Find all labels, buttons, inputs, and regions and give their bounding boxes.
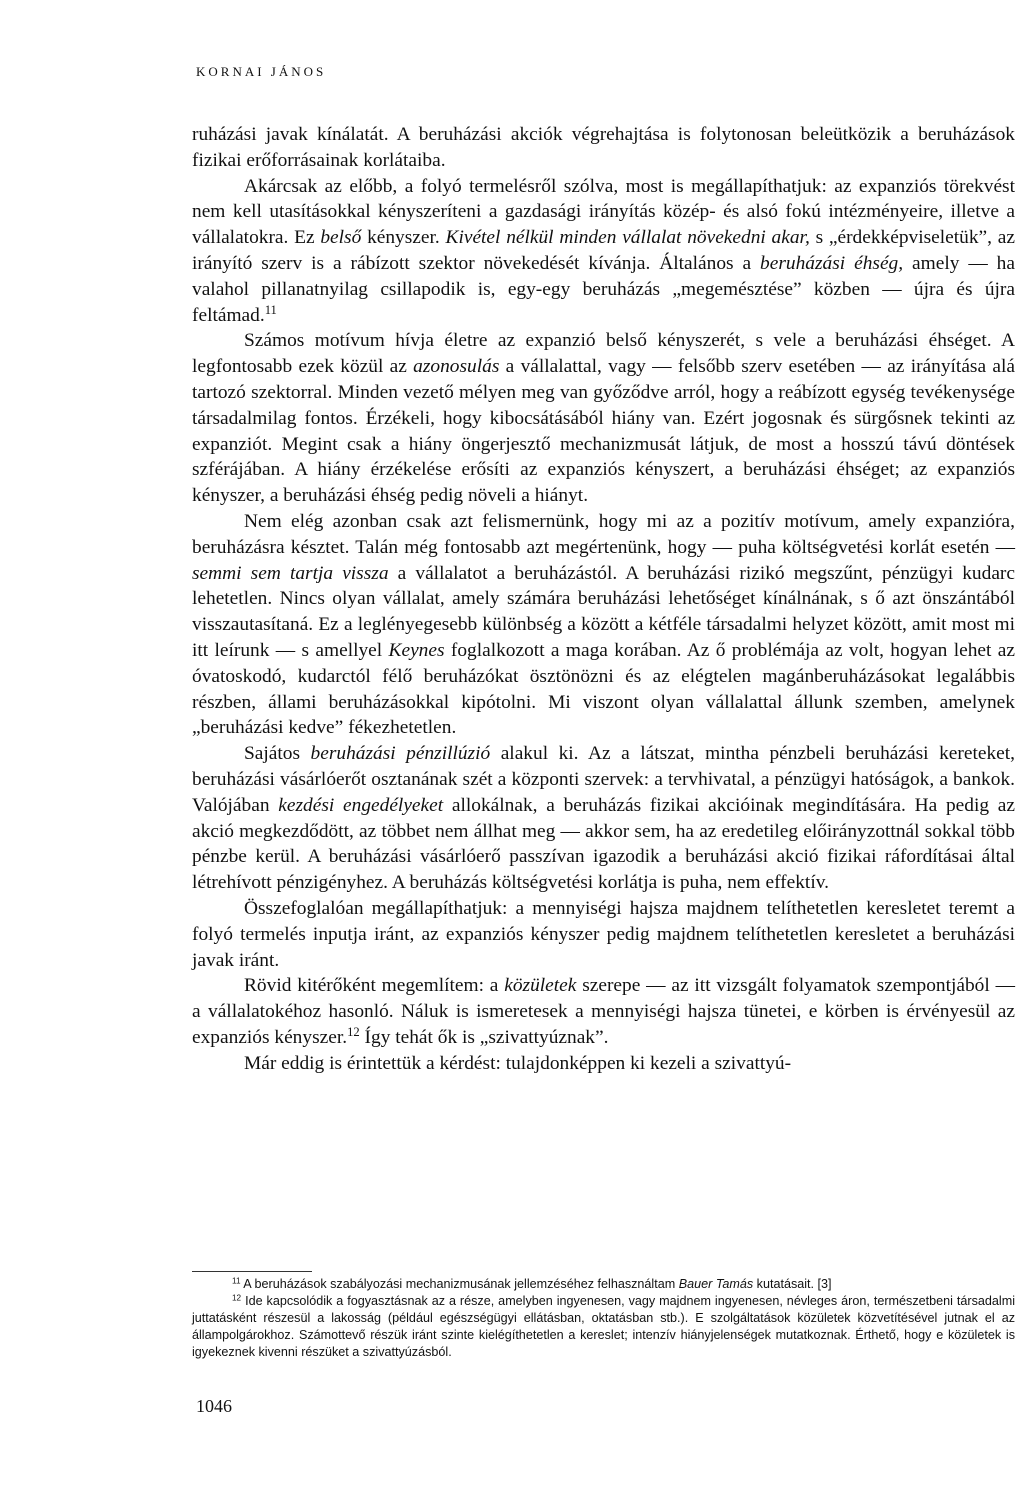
emphasis: belső: [320, 227, 362, 249]
text-run: Számos motívum hívja életre az expanzió belső kényszerét, s vele a beruházási éhséget. A legfontosabb ezek közül az: [192, 330, 1015, 378]
page-number: 1046: [196, 1396, 232, 1416]
text-run: Ide kapcsolódik a fogyasztásnak az a része, amelyben ingyenesen, vagy majdnem ingyenesen, névleges áron, természetbeni társadalmi juttatásként részesül a lakosság (például egészségügyi ellátásban, oktatásban stb.). E szolgáltatások közületek közvetítésével jutnak el az állampolgárokhoz. Számottevő részük iránt szinte kielégíthetetlen a kereslet; intenzív hiányjelenségek mutatkoznak. Érthető, hogy e közületek is igyekeznek kivenni részüket a szivattyúzásból.: [192, 1294, 1015, 1359]
paragraph: [192, 122, 1015, 174]
text-run: szerepe — az itt vizsgált folyamatok szempontjából — a vállalatokéhoz hasonló. Náluk is ismeretesek a mennyiségi hajsza tünetei, e körben is érvényesül az expanziós kényszer.: [192, 975, 1015, 1048]
text-run: Rövid kitérőként megemlítem: a: [244, 975, 505, 997]
text-run: Összefoglalóan megállapíthatjuk: a mennyiségi hajsza majdnem telíthetetlen keresletet teremt a folyó termelés inputja iránt, az expanziós kényszer pedig majdnem telíthetetlen keresletet a beruházási javak iránt.: [192, 897, 1015, 971]
text-run: Akárcsak az előbb, a folyó termelésről szólva, most is megállapíthatjuk: az expanziós törekvést nem kell utasításokkal kényszeríteni a gazdasági irányítás közép- és alsó fokú intézményeire, illetve a vállalatokra. Ez: [192, 175, 1015, 249]
emphasis: közületek: [504, 975, 577, 997]
text-run: alakul ki. Az a látszat, mintha pénzbeli beruházási kereteket, beruházási vásárlóerőt osztanának szét a központi szervek: a tervhivatal, a pénzügyi hatóságok, a bankok. Valójában: [192, 743, 1015, 816]
text-run: foglalkozott a maga korában. Az ő problémája az volt, hogyan lehet az óvatoskodó, kudarctól félő beruházókat ösztönözni és az elégtelen magánberuházásokat legalábbis részben, állami beruházásokkal kipótolni. Mi viszont olyan vállalattal állunk szemben, amelynek „beruházási kedve” fékezhetetlen.: [192, 639, 1015, 739]
emphasis: azonosulás: [413, 356, 500, 378]
footnote: [192, 1293, 1015, 1361]
text-run: a vállalatot a beruházástól. A beruházási rizikó megszűnt, pénzügyi kudarc lehetetlen. Nincs olyan vállalat, amely számára beruházási lehetőséget kínálnának, s ő azt önszántából visszautasítaná. Ez a leglényegesebb különbség a között a kétféle társadalmi helyzet között, amit most mi itt leírunk — s amellyel: [192, 562, 1015, 661]
text-run: Már eddig is érintettük a kérdést: tulajdonképpen ki kezeli a szivattyú-: [244, 1052, 792, 1074]
paragraph: [192, 174, 1015, 329]
footnote: [192, 1276, 1015, 1293]
text-run: Sajátos: [244, 743, 311, 765]
text-run: kutatásait. [3]: [753, 1277, 832, 1291]
text-run: amely — ha valahol pillanatnyilag csillapodik is, egy-egy beruházás „megemésztése” közben — újra és újra feltámad.: [192, 252, 1015, 326]
text-run: A beruházások szabályozási mechanizmusának jellemzéséhez felhasználtam: [240, 1277, 679, 1291]
text-run: s „érdekképviseletük”, az irányító szerv is a rábízott szektor növekedését kívánja. Általános a: [192, 227, 1015, 274]
emphasis: semmi sem tartja vissza: [192, 562, 389, 584]
footnote-ref: 11: [232, 1276, 241, 1286]
paragraph: [192, 1051, 1015, 1077]
footnote-divider: [192, 1271, 312, 1272]
text-run: ruházási javak kínálatát. A beruházási akciók végrehajtása is folytonosan beleütközik a beruházások fizikai erőforrásainak korlátaiba.: [192, 124, 1015, 171]
emphasis: Keynes: [388, 639, 445, 661]
footnote-ref: 12: [347, 1024, 360, 1039]
paragraph: [192, 328, 1015, 509]
running-head: KORNAI JÁNOS: [196, 64, 327, 79]
emphasis: Kivétel nélkül minden vállalat növekedni akar,: [445, 227, 810, 249]
body-text: [192, 122, 1015, 1076]
emphasis: kezdési engedélyeket: [278, 794, 444, 816]
paragraph: [192, 509, 1015, 741]
emphasis: beruházási éhség,: [760, 252, 904, 274]
footnote-ref: 12: [232, 1293, 242, 1303]
footnotes: [192, 1276, 1015, 1361]
text-run: Nem elég azonban csak azt felismernünk, hogy mi az a pozitív motívum, amely expanzióra, beruházásra késztet. Talán még fontosabb azt megértenünk, hogy — puha költségvetési korlát esetén —: [192, 510, 1015, 558]
emphasis: beruházási pénzillúzió: [310, 743, 491, 765]
paragraph: [192, 896, 1015, 973]
paragraph: [192, 973, 1015, 1050]
paragraph: [192, 741, 1015, 896]
footnote-ref: 11: [264, 302, 277, 317]
text-run: a vállalattal, vagy — felsőbb szerv esetében — az irányítása alá tartozó szektorral. Minden vezető mélyen meg van győződve arról, hogy a reábízott egység tevékenysége társadalmilag fontos. Érzékeli, hogy kibocsátásából hiány van. Ezért jogosnak és sürgősnek tekinti az expanziót. Megint csak a hiány öngerjesztő mechanizmusát látjuk, de most a hosszú távú döntések szférájában. A hiány érzékelése erősíti az expanziós kényszert, a beruházási éhséget; az expanziós kényszer, a beruházási éhség pedig növeli a hiányt.: [192, 356, 1015, 507]
text-run: kényszer.: [361, 227, 446, 249]
emphasis: Bauer Tamás: [678, 1277, 754, 1291]
text-run: allokálnak, a beruházás fizikai akcióinak megindítására. Ha pedig az akció megkezdődött, az többet nem állhat meg — akkor sem, ha az eredetileg előirányzottnál sokkal több pénzbe kerül. A beruházási vásárlóerő passzívan igazodik a beruházási akció fizikai ráfordításai által létrehívott pénzigényhez. A beruházás költségvetési korlátja is puha, nem effektív.: [192, 794, 1015, 894]
text-run: Így tehát ők is „szivattyúznak”.: [359, 1026, 609, 1048]
